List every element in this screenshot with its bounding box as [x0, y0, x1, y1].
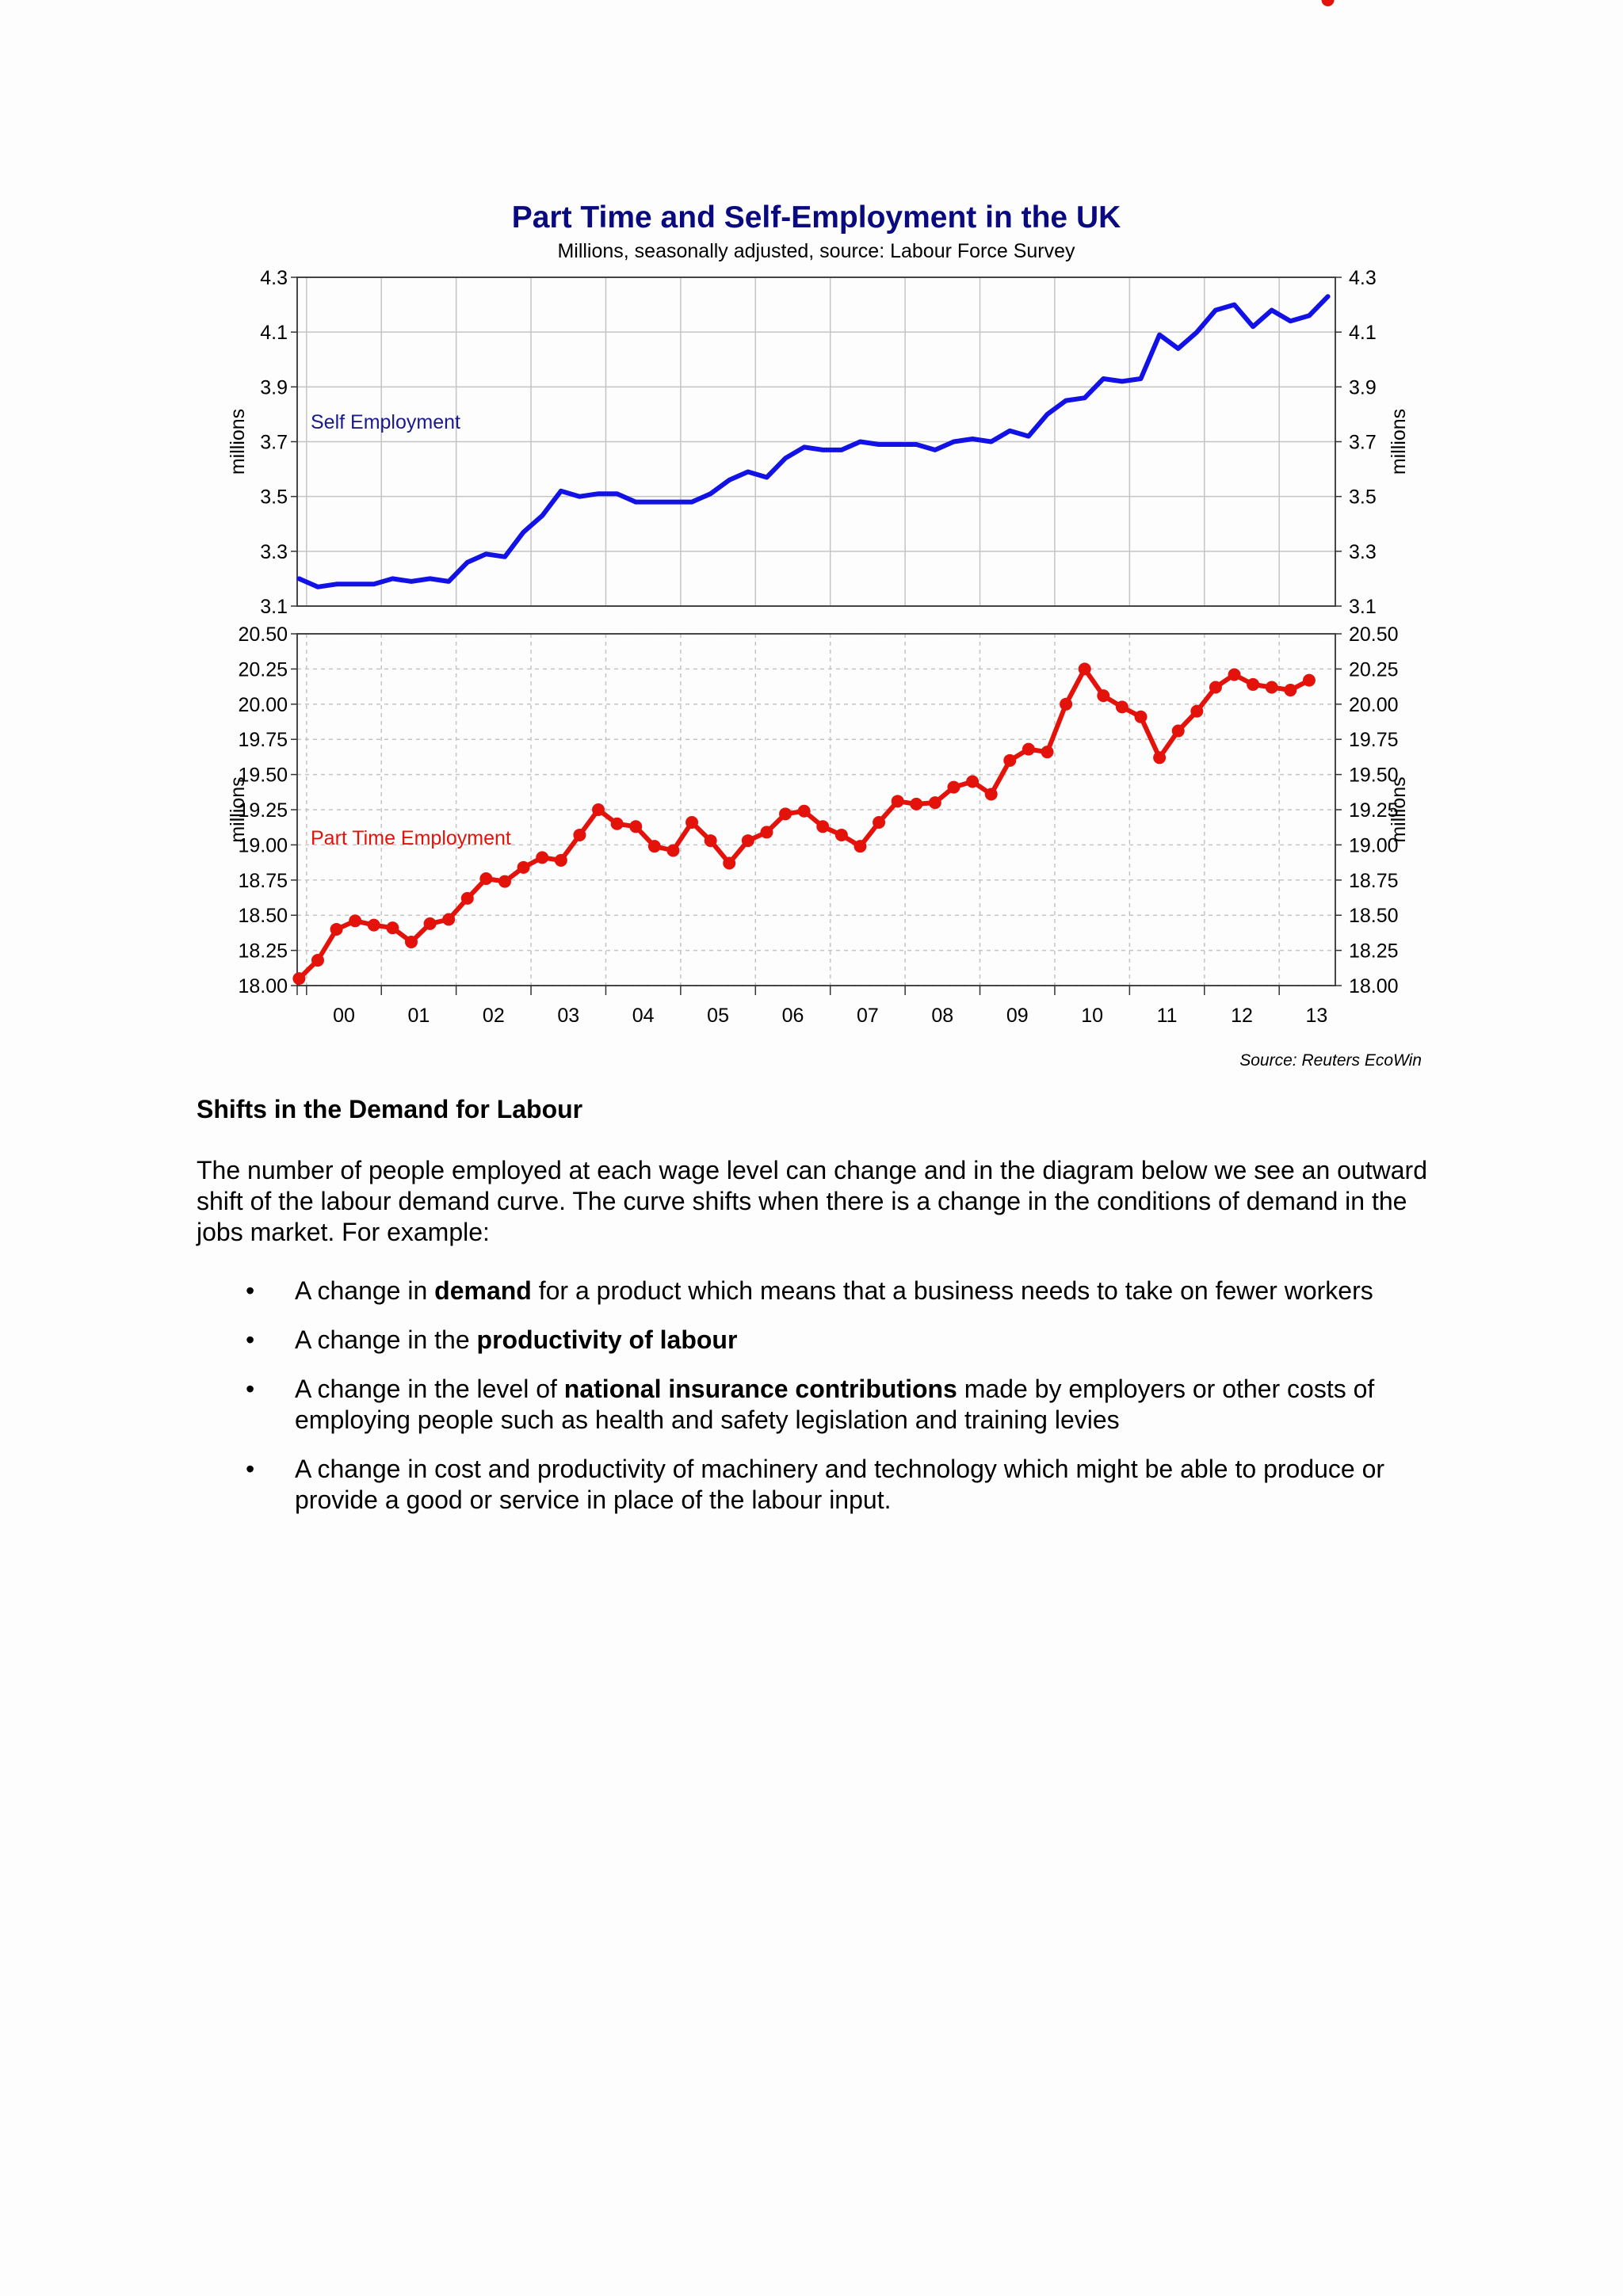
x-tick-label: 09: [1006, 1005, 1029, 1027]
y-tick-label: 4.3: [1349, 267, 1377, 289]
data-point: [1190, 705, 1203, 718]
chart-subtitle: Millions, seasonally adjusted, source: Labour Force Survey: [557, 240, 1075, 262]
data-point: [1153, 751, 1166, 764]
data-point: [479, 872, 492, 885]
y-axis-title: millions: [1388, 776, 1410, 843]
y-tick-label: 18.50: [1349, 905, 1399, 928]
data-point: [536, 851, 548, 864]
data-point: [705, 834, 717, 847]
data-point: [892, 795, 904, 807]
y-tick-label: 18.00: [238, 975, 288, 997]
data-point: [985, 788, 998, 800]
bullet-text: for a product which means that a business needs to take on fewer workers: [531, 1276, 1373, 1305]
data-point: [555, 854, 567, 867]
bullet-text: A change in cost and productivity of machinery and technology which might be able to produce or provide a good or service in place of the labour input.: [295, 1455, 1385, 1514]
data-point: [835, 829, 848, 841]
y-tick-label: 18.75: [1349, 869, 1399, 892]
y-tick-label: 18.75: [238, 869, 288, 892]
data-point: [723, 856, 735, 869]
y-tick-label: 4.3: [260, 267, 288, 289]
chart-figure: [0, 0, 1623, 1093]
y-tick-label: 3.5: [1349, 486, 1377, 509]
y-tick-label: 18.00: [1349, 975, 1399, 997]
bullet-icon: •: [246, 1276, 255, 1305]
y-tick-label: 20.50: [1349, 624, 1399, 646]
bullet-bold-text: productivity of labour: [476, 1325, 738, 1354]
y-tick-label: 3.9: [260, 376, 288, 399]
data-point: [461, 892, 474, 905]
series-line: [299, 669, 1309, 978]
y-tick-label: 18.50: [238, 905, 288, 928]
data-point: [1003, 754, 1016, 767]
data-point: [873, 816, 885, 829]
data-point: [1303, 674, 1316, 687]
y-tick-label: 4.1: [260, 322, 288, 345]
bullet-icon: •: [246, 1325, 255, 1354]
section-heading: Shifts in the Demand for Labour: [197, 1095, 583, 1123]
bullet-item: [197, 1454, 1449, 1516]
chart-svg: [0, 0, 1623, 1093]
bullet-item: [197, 1374, 1449, 1436]
bullet-item: [197, 1325, 1449, 1356]
data-point: [854, 840, 866, 852]
data-point: [1022, 743, 1035, 756]
y-tick-label: 19.50: [1349, 764, 1399, 787]
data-point: [611, 818, 624, 830]
y-axis-title: millions: [227, 776, 249, 843]
y-tick-label: 3.7: [1349, 431, 1377, 454]
data-point: [405, 936, 418, 948]
bullet-bold-text: national insurance contributions: [563, 1375, 957, 1403]
x-tick-label: 05: [707, 1005, 729, 1027]
y-tick-label: 20.00: [1349, 693, 1399, 716]
bullet-text: A change in: [295, 1276, 435, 1305]
data-point: [292, 972, 305, 985]
y-tick-label: 19.00: [238, 834, 288, 857]
x-tick-label: 08: [931, 1005, 954, 1027]
data-point: [760, 826, 773, 838]
y-tick-label: 20.00: [238, 693, 288, 716]
data-point: [929, 796, 941, 809]
x-tick-label: 13: [1305, 1005, 1328, 1027]
x-tick-label: 06: [781, 1005, 804, 1027]
data-point: [666, 845, 679, 857]
data-point: [1116, 700, 1128, 713]
bullet-text: A change in the level of: [295, 1375, 564, 1403]
x-tick-label: 02: [482, 1005, 505, 1027]
y-tick-label: 19.50: [238, 764, 288, 787]
data-point: [1247, 678, 1259, 691]
data-point: [629, 820, 642, 833]
data-point: [742, 834, 754, 847]
data-point: [424, 917, 437, 930]
y-tick-label: 19.00: [1349, 834, 1399, 857]
series-label: Part Time Employment: [311, 827, 511, 849]
data-point: [947, 781, 960, 794]
data-point: [517, 861, 530, 874]
y-tick-label: 3.1: [1349, 596, 1377, 618]
data-point: [816, 820, 829, 833]
bullet-icon: •: [246, 1375, 255, 1403]
data-point: [442, 913, 455, 926]
y-axis-title: millions: [227, 408, 249, 475]
x-tick-label: 04: [632, 1005, 655, 1027]
x-tick-label: 00: [333, 1005, 355, 1027]
data-point: [685, 816, 698, 829]
data-point: [573, 829, 586, 841]
y-tick-label: 20.25: [1349, 658, 1399, 681]
y-tick-label: 3.1: [260, 596, 288, 618]
bullet-bold-text: demand: [434, 1276, 532, 1305]
y-tick-label: 20.25: [238, 658, 288, 681]
data-point: [1060, 698, 1072, 711]
y-axis-title: millions: [1388, 408, 1410, 475]
bullet-icon: •: [246, 1455, 255, 1483]
data-point: [330, 923, 343, 936]
y-tick-label: 18.25: [1349, 940, 1399, 963]
data-point: [1284, 684, 1296, 696]
data-point: [592, 803, 605, 816]
bullet-text: made by employers or other costs of employing people such as health and safety legislation and training levies: [295, 1375, 1375, 1434]
body-paragraph: The number of people employed at each wage level can change and in the diagram below we see an outward shift of the labour demand curve. The curve shifts when there is a change in the conditions of demand in the jobs market. For example:: [197, 1156, 1427, 1246]
source-note: Source: Reuters EcoWin: [1239, 1051, 1422, 1070]
data-point: [798, 805, 811, 818]
y-tick-label: 3.7: [260, 431, 288, 454]
x-tick-label: 10: [1081, 1005, 1104, 1027]
y-tick-label: 19.75: [238, 729, 288, 752]
x-tick-label: 07: [857, 1005, 879, 1027]
y-tick-label: 3.5: [260, 486, 288, 509]
x-tick-label: 12: [1231, 1005, 1253, 1027]
data-point: [779, 807, 792, 820]
data-point: [1266, 681, 1278, 693]
x-tick-label: 01: [407, 1005, 430, 1027]
x-tick-label: 11: [1156, 1005, 1178, 1027]
x-tick-label: 03: [557, 1005, 580, 1027]
chart-title: Part Time and Self-Employment in the UK: [511, 200, 1121, 235]
y-tick-label: 19.25: [1349, 799, 1399, 822]
data-point: [1041, 746, 1054, 758]
data-point: [1097, 689, 1109, 702]
data-point: [1228, 669, 1241, 681]
y-tick-label: 3.3: [1349, 540, 1377, 563]
y-tick-label: 19.25: [238, 799, 288, 822]
y-tick-label: 18.25: [238, 940, 288, 963]
data-point: [1209, 681, 1222, 693]
data-point: [648, 840, 661, 852]
data-point: [966, 775, 979, 788]
data-point: [311, 954, 324, 967]
y-tick-label: 3.9: [1349, 376, 1377, 399]
y-tick-label: 3.3: [260, 540, 288, 563]
bullet-list: [197, 1276, 1449, 1534]
data-point: [1135, 711, 1148, 723]
series-label: Self Employment: [311, 411, 460, 433]
data-point: [1079, 662, 1091, 675]
y-tick-label: 19.75: [1349, 729, 1399, 752]
bullet-text: A change in the: [295, 1325, 477, 1354]
y-tick-label: 4.1: [1349, 322, 1377, 345]
y-tick-label: 20.50: [238, 624, 288, 646]
data-point: [910, 798, 922, 810]
bullet-item: [197, 1276, 1449, 1306]
data-point: [498, 875, 511, 888]
data-point: [1322, 0, 1335, 6]
data-point: [1172, 725, 1185, 738]
data-point: [368, 919, 380, 932]
data-point: [386, 921, 399, 934]
data-point: [349, 914, 361, 927]
